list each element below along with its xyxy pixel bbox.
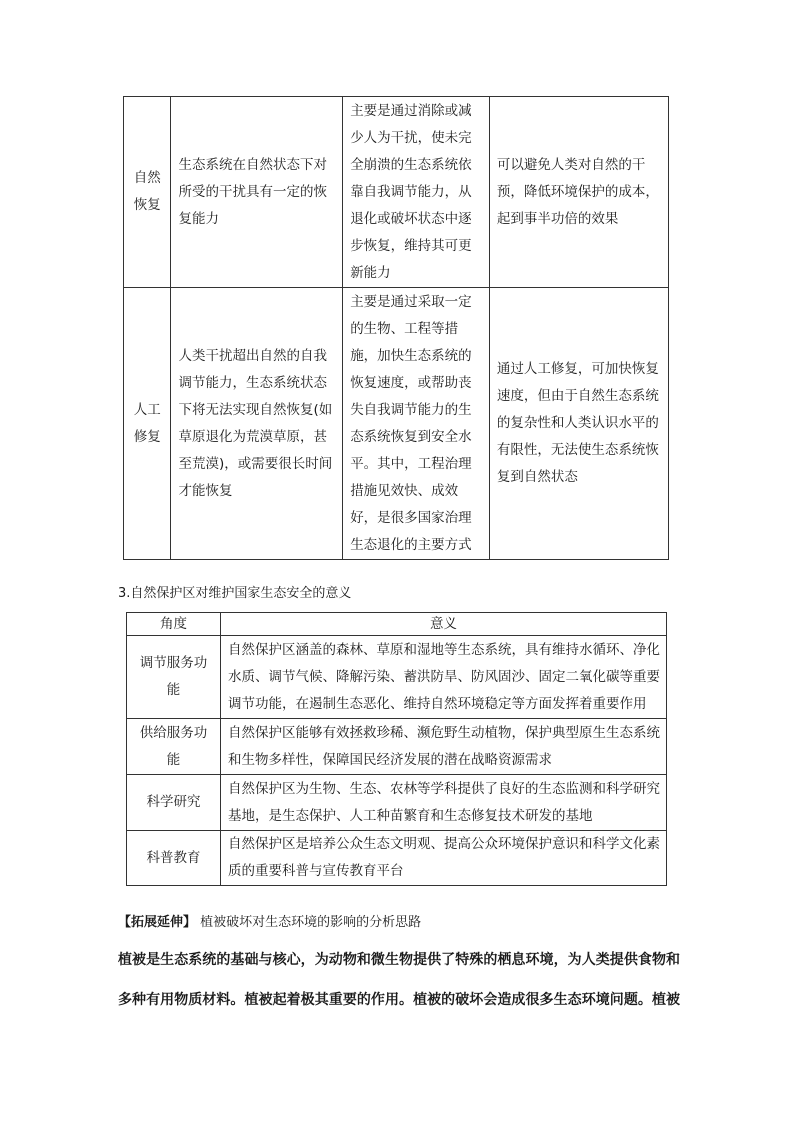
row-label-text: 人工 修复 — [133, 401, 161, 445]
table-row — [127, 719, 667, 775]
method-cell: 主要是通过采取一定的生物、工程等措施，加快生态系统的恢复速度，或帮助丧失自我调节能力的生态系统恢复到安全水平。其中，工程治理措施见效快、成效好，是很多国家治理生态退化的主要方式 — [343, 288, 490, 560]
angle-cell: 调节服务功能 — [127, 636, 221, 719]
extension-heading — [118, 914, 421, 932]
table-row — [127, 775, 667, 831]
header-significance: 意义 — [221, 613, 667, 636]
paragraph-line: 植被是生态系统的基础与核心，为动物和微生物提供了特殊的栖息环境，为人类提供食物和 — [118, 952, 680, 968]
table-row — [127, 831, 667, 886]
section-heading: 3.自然保护区对维护国家生态安全的意义 — [118, 586, 352, 601]
significance-cell: 自然保护区能够有效拯救珍稀、濒危野生动植物，保护典型原生生态系统和生物多样性，保障国民经济发展的潜在战略资源需求 — [221, 719, 667, 775]
effect-cell: 通过人工修复，可加快恢复速度，但由于自然生态系统的复杂性和人类认识水平的有限性，无法使生态系统恢复到自然状态 — [489, 288, 668, 560]
condition-cell: 生态系统在自然状态下对所受的干扰具有一定的恢复能力 — [171, 97, 343, 288]
table-row — [124, 288, 669, 560]
angle-cell: 供给服务功能 — [127, 719, 221, 775]
row-label-artificial-repair — [124, 288, 171, 560]
significance-cell: 自然保护区涵盖的森林、草原和湿地等生态系统，具有维持水循环、净化水质、调节气候、降解污染、蓄洪防旱、防风固沙、固定二氧化碳等重要调节功能，在遏制生态恶化、维持自然环境稳定等方面发挥着重要作用 — [221, 636, 667, 719]
table-row — [124, 97, 669, 288]
row-label-text: 自然 恢复 — [133, 170, 161, 213]
row-label-natural-recovery — [124, 97, 171, 288]
effect-cell: 可以避免人类对自然的干预，降低环境保护的成本，起到事半功倍的效果 — [489, 97, 668, 288]
header-angle: 角度 — [127, 613, 221, 636]
table-row — [127, 636, 667, 719]
extension-tag: 【拓展延伸】 — [118, 915, 197, 930]
angle-cell: 科学研究 — [127, 775, 221, 831]
restoration-comparison-table — [123, 96, 669, 560]
paragraph-line: 多种有用物质材料。植被起着极其重要的作用。植被的破坏会造成很多生态环境问题。植被 — [118, 992, 680, 1008]
extension-title: 植被破坏对生态环境的影响的分析思路 — [200, 915, 422, 930]
significance-cell: 自然保护区为生物、生态、农林等学科提供了良好的生态监测和科学研究基地，是生态保护、人工种苗繁育和生态修复技术研发的基地 — [221, 775, 667, 831]
angle-cell: 科普教育 — [127, 831, 221, 886]
table-header-row — [127, 613, 667, 636]
nature-reserve-significance-table — [126, 612, 667, 886]
method-cell: 主要是通过消除或减少人为干扰，使未完全崩溃的生态系统依靠自我调节能力，从退化或破坏状态中逐步恢复，维持其可更新能力 — [343, 97, 490, 288]
significance-cell: 自然保护区是培养公众生态文明观、提高公众环境保护意识和科学文化素质的重要科普与宣传教育平台 — [221, 831, 667, 886]
extension-paragraph — [118, 940, 680, 1020]
condition-cell: 人类干扰超出自然的自我调节能力，生态系统状态下将无法实现自然恢复(如草原退化为荒漠草原，甚至荒漠)，或需要很长时间才能恢复 — [171, 288, 343, 560]
